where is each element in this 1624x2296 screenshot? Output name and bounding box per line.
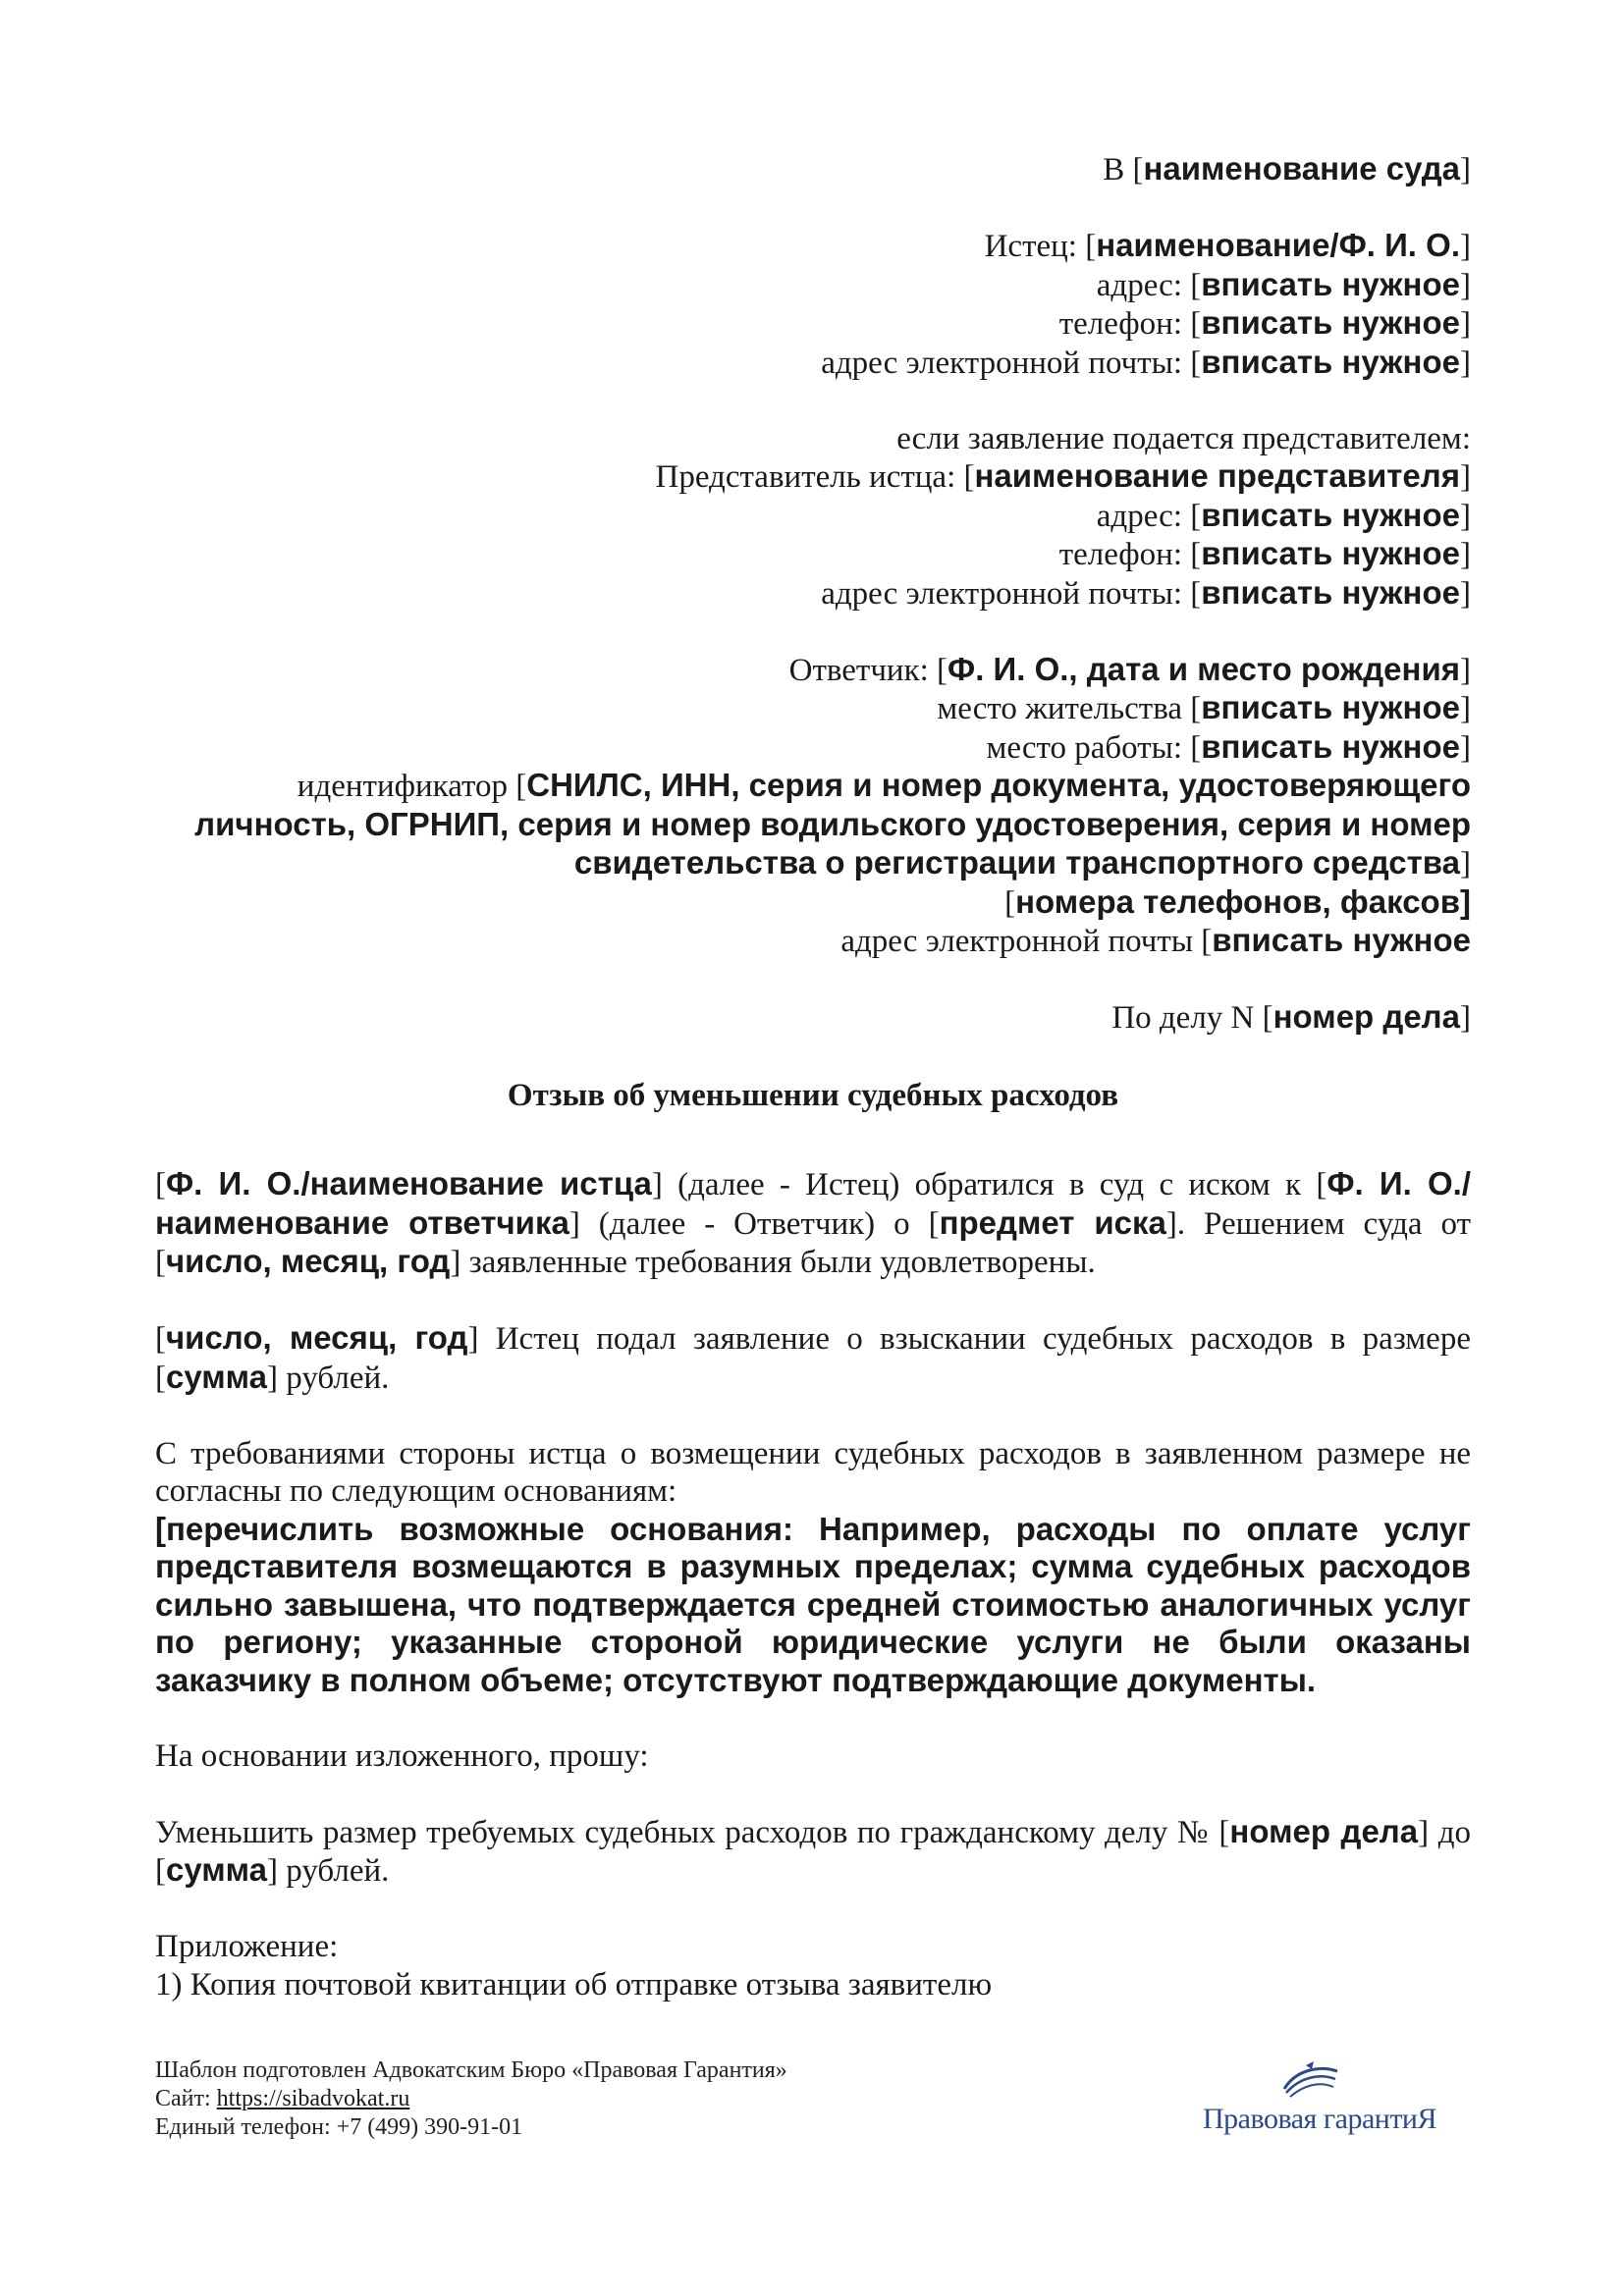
paragraph-claim: [Ф. И. О./наименование истца] (далее - Истец) обратился в суд с иском к [Ф. И. О./наименование ответчика] (далее - Ответчик) о [предмет иска]. Решением суда от [число, месяц, год] заявленные требования были удовлетворены. <box>155 1165 1471 1280</box>
document-title: Отзыв об уменьшении судебных расходов <box>507 1078 1119 1113</box>
paragraph-disagreement: С требованиями стороны истца о возмещении судебных расходов в заявленном размере не согласны по следующим основаниям: <box>155 1435 1471 1509</box>
company-logo <box>1203 2059 1436 2148</box>
defendant-phones-line: [номера телефонов, факсов] <box>1004 882 1471 921</box>
plaintiff-phone-line: телефон: [вписать нужное] <box>1058 304 1471 342</box>
paragraph-request: Уменьшить размер требуемых судебных расходов по гражданскому делу № [номер дела] до [сумма] рублей. <box>155 1812 1471 1889</box>
paragraph-request-intro: На основании изложенного, прошу: <box>155 1737 649 1774</box>
document-footer <box>155 2056 787 2142</box>
footer-template-note: Шаблон подготовлен Адвокатским Бюро «Правовая Гарантия» <box>155 2057 787 2083</box>
logo-emblem-icon <box>1276 2059 1345 2101</box>
representative-note: если заявление подается представителем: <box>896 420 1471 456</box>
site-link[interactable]: https://sibadvokat.ru <box>216 2086 410 2111</box>
defendant-residence-line: место жительства [вписать нужное] <box>937 689 1471 726</box>
representative-line: Представитель истца: [наименование представителя] <box>655 457 1471 495</box>
court-field: наименование суда <box>1143 150 1460 187</box>
plaintiff-address-line: адрес: [вписать нужное] <box>1096 265 1471 303</box>
attachment-item: 1) Копия почтовой квитанции об отправке отзыва заявителю <box>155 1966 993 2002</box>
identifier-field: СНИЛС, ИНН, серия и номер документа, удостоверяющего личность, ОГРНИП, серия и номер водильского удостоверения, серия и номер свидетельства о регистрации транспортного средства <box>194 767 1471 881</box>
defendant-identifier-line: идентификатор [СНИЛС, ИНН, серия и номер документа, удостоверяющего личность, ОГРНИП, серия и номер водильского удостоверения, серия и номер свидетельства о регистрации транспортного средства] <box>194 767 1471 881</box>
phones-field: номера телефонов, факсов <box>1015 882 1460 920</box>
representative-address-line: адрес: [вписать нужное] <box>1096 496 1471 534</box>
representative-phone-line: телефон: [вписать нужное] <box>1058 535 1471 572</box>
court-line: В [наименование суда] <box>1103 150 1471 187</box>
defendant-work-line: место работы: [вписать нужное] <box>986 727 1471 766</box>
defendant-line: Ответчик: [Ф. И. О., дата и место рождения] <box>788 650 1471 688</box>
footer-phone-line: Единый телефон: +7 (499) 390-91-01 <box>155 2114 523 2140</box>
footer-site-line: Сайт: https://sibadvokat.ru <box>155 2086 410 2111</box>
defendant-field: Ф. И. О., дата и место рождения <box>947 650 1460 687</box>
document-body <box>155 1165 1471 2003</box>
case-number-line: По делу N [номер дела] <box>1111 998 1471 1036</box>
paragraph-expenses-claim: [число, месяц, год] Истец подал заявление о взыскании судебных расходов в размере [сумма] рублей. <box>155 1319 1471 1396</box>
representative-email-line: адрес электронной почты: [вписать нужное] <box>821 573 1471 612</box>
document-header <box>155 150 1471 1038</box>
plaintiff-field: наименование/Ф. И. О. <box>1096 227 1460 263</box>
attachment-label: Приложение: <box>155 1929 339 1964</box>
case-number-field: номер дела <box>1272 998 1460 1035</box>
plaintiff-line: Истец: [наименование/Ф. И. О.] <box>984 227 1471 264</box>
logo-text: Правовая гарантиЯ <box>1203 2103 1436 2135</box>
defendant-email-line: адрес электронной почты [вписать нужное <box>840 922 1471 959</box>
grounds-field: [перечислить возможные основания: Например, расходы по оплате услуг представителя возмещаются в разумных пределах; сумма судебных расходов сильно завышена, что подтверждается средней стоимостью аналогичных услуг по региону; указанные стороной юридические услуги не были оказаны заказчику в полном объеме; отсутствуют подтверждающие документы. <box>155 1510 1471 1698</box>
plaintiff-email-line: адрес электронной почты: [вписать нужное] <box>821 343 1471 381</box>
representative-field: наименование представителя <box>974 457 1460 494</box>
